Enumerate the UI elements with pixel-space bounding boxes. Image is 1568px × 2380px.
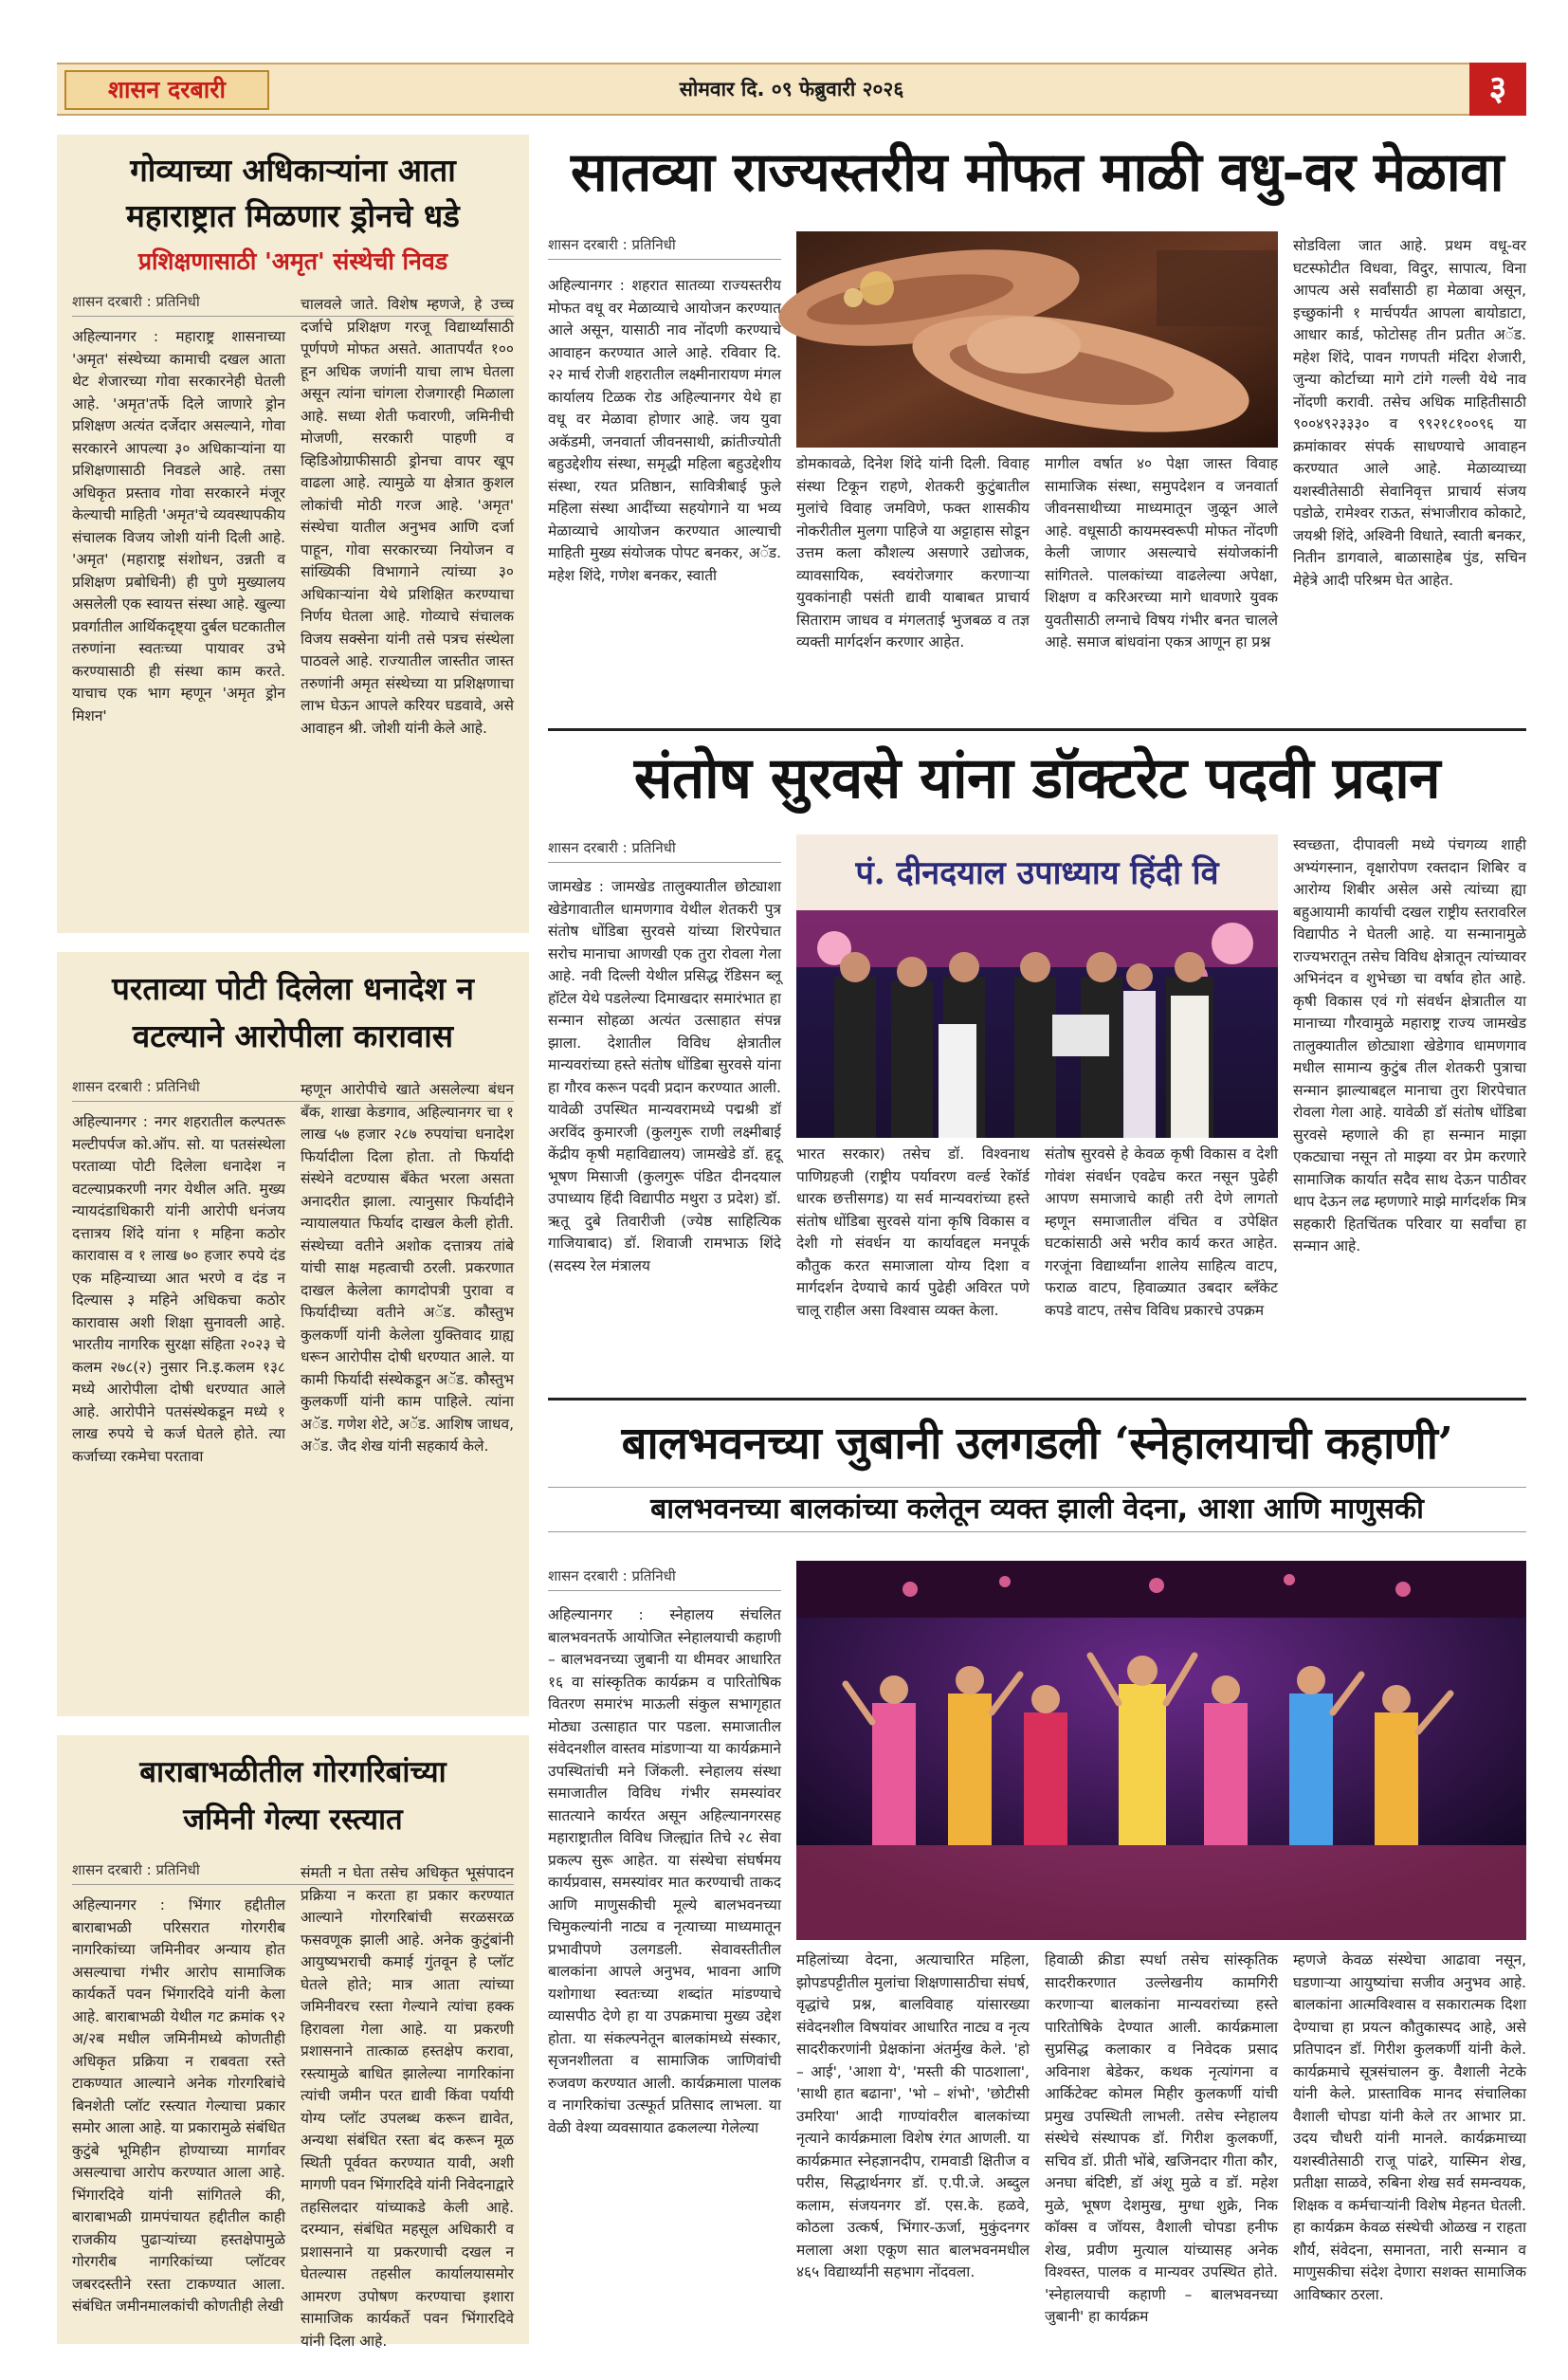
doctorate-article [548, 736, 1526, 1400]
wedding-article [548, 135, 1526, 723]
balbhavan-col4: म्हणजे केवळ संस्थेचा आढावा नसून, घडणाऱ्या आयुष्यांचा सजीव अनुभव आहे. बालकांना आत्मविश्वास व सकारात्मक दिशा देण्याचा हा प्रयत्न कौतुकास्पद आहे, असे प्रतिपादन डॉ. गिरीश कुलकर्णी यांनी केले. कार्यक्रमाचे सूत्रसंचालन कु. वैशाली नेटके यांनी केले. प्रास्ताविक मानद संचालिका वैशाली चोपडा यांनी केले तर आभार प्रा. उदय चौधरी यांनी मानले. कार्यक्रमाच्या यशस्वीतेसाठी राजू पांढरे, यास्मिन शेख, प्रतीक्षा साळवे, रुबिना शेख सर्व समन्वयक, शिक्षक व कर्मचाऱ्यांनी विशेष मेहनत घेतली. हा कार्यक्रम केवळ संस्थेची ओळख न राहता शौर्य, संवेदना, समानता, नारी सन्मान व माणुसकीचा संदेश देणारा सशक्त सामाजिक आविष्कार ठरला. [1293, 1951, 1526, 2303]
cheque-article [57, 952, 529, 1716]
drone-col2: चालवले जाते. विशेष म्हणजे, हे उच्च दर्जाचे प्रशिक्षण गरजू विद्यार्थ्यांसाठी पूर्णपणे मोफत असते. आतापर्यंत १०० हून अधिक जणांनी याचा लाभ घेतला असून त्यांना चांगला रोजगारही मिळाला आहे. सध्या शेती फवारणी, जमिनीची मोजणी, सरकारी पाहणी व व्हिडिओग्राफीसाठी ड्रोनचा वापर खूप वाढला आहे. त्यामुळे या क्षेत्रात कुशल लोकांची मोठी गरज आहे. 'अमृत' संस्थेचा यातील अनुभव आणि दर्जा पाहून, गोवा सरकारच्या नियोजन व सांख्यिकी विभागाने त्यांच्या ३० अधिकाऱ्यांना येथे प्रशिक्षित करण्याचा निर्णय घेतला आहे. गोव्याचे संचालक विजय सक्सेना यांनी तसे पत्रच संस्थेला पाठवले आहे. राज्यातील जास्तीत जास्त तरुणांनी अमृत संस्थेच्या या प्रशिक्षणाचा लाभ घेऊन आपले करियर घडवावे, असे आवाहन श्री. जोशी यांनी केले आहे. [301, 296, 514, 737]
doctorate-byline: शासन दरबारी : प्रतिनिधी [548, 838, 781, 863]
wedding-col1: अहिल्यानगर : शहरात सातव्या राज्यस्तरीय मोफत वधू वर मेळाव्याचे आयोजन करण्यात आले असून, यासाठी नाव नोंदणी करण्याचे आवाहन करण्यात आले आहे. रविवार दि. २२ मार्च रोजी शहरातील लक्ष्मीनारायण मंगल कार्यालय टिळक रोड अहिल्यानगर येथे हा वधू वर मेळावा होणार आहे. जय युवा अकॅडमी, जनवार्ता जीवनसाथी, क्रांतीज्योती बहुउद्देशीय संस्था, समृद्धी महिला बहुउद्देशीय संस्था, रयत प्रतिष्ठान, सावित्रीबाई फुले महिला संस्था आदींच्या सहयोगाने या भव्य मेळाव्याचे आयोजन करण्यात आल्याची माहिती मुख्य संयोजक पोपट बनकर, अॅड. महेश शिंदे, गणेश बनकर, स्वाती [548, 277, 781, 584]
award-ceremony-image [796, 834, 1278, 1138]
wedding-col4: सोडविला जात आहे. प्रथम वधू-वर घटस्फोटीत विधवा, विदुर, सापात्य, विना आपत्य असे सर्वांसाठी हा मेळावा असून, इच्छुकांनी १ मार्चपर्यंत आपला बायोडाटा, आधार कार्ड, फोटोसह तीन प्रतीत अॅड. महेश शिंदे, पावन गणपती मंदिरा शेजारी, जुन्या कोर्टाच्या मागे टांगे गल्ली येथे नाव नोंदणी करावी. तसेच अधिक माहितीसाठी ९००४९२३३३० व ९९२१८१००९६ या क्रमांकावर संपर्क साधण्याचे आवाहन करण्यात आले आहे. मेळाव्याच्या यशस्वीतेसाठी सेवानिवृत्त प्राचार्य संजय पडोळे, रामेश्वर राऊत, संभाजीराव कोकाटे, जयश्री शिंदे, अश्विनी विधाते, स्वाती बनकर, नितीन डागवाले, बाळासाहेब पुंड, सचिन मेहेत्रे आदी परिश्रम घेत आहेत. [1293, 237, 1526, 589]
land-byline: शासन दरबारी : प्रतिनिधी [72, 1860, 514, 1885]
cheque-title-line1: परताव्या पोटी दिलेला धनादेश न [112, 970, 474, 1007]
wedding-headline: सातव्या राज्यस्तरीय मोफत माळी वधु-वर मेळावा [570, 140, 1504, 204]
doctorate-headline: संतोष सुरवसे यांना डॉक्टरेट पदवी प्रदान [633, 745, 1441, 812]
balbhavan-col2: महिलांच्या वेदना, अत्याचारित महिला, झोपडपट्टीतील मुलांचा शिक्षणासाठीचा संघर्ष, वृद्धांचे प्रश्न, बालविवाह यांसारख्या संवेदनशील विषयांवर आधारित नाट्य व नृत्य सादरीकरणांनी प्रेक्षकांना अंतर्मुख केले. 'हो – आई', 'आशा ये', 'मस्ती की पाठशाला', 'साथी हात बढाना', 'भो – शंभो', 'छोटीसी उमरिया' आदी गाण्यांवरील बालकांच्या नृत्याने कार्यक्रमाला विशेष रंगत आणली. या कार्यक्रमात स्नेहज्ञानदीप, रामवाडी क्षितीज व परीस, सिद्धार्थनगर डॉ. ए.पी.जे. अब्दुल कलाम, संजयनगर डॉ. एस.के. हळवे, कोठला उत्कर्ष, भिंगार-ऊर्जा, मुकुंदनगर मलाला अशा एकूण सात बालभवनमधील ४६५ विद्यार्थ्यांनी सहभाग नोंदवला. [796, 1951, 1030, 2280]
cheque-col1: अहिल्यानगर : नगर शहरातील कल्पतरू मल्टीपर्पज को.ऑप. सो. या पतसंस्थेला परताव्या पोटी दिलेला धनादेश न वटल्याप्रकरणी नगर येथील अति. मुख्य न्यायदंडाधिकारी यांनी आरोपी धनंजय दत्तात्रय शिंदे यांना १ महिना कठोर कारावास व १ लाख ७० हजार रुपये दंड एक महिन्याच्या आत भरणे व दंड न दिल्यास ३ महिने अधिकचा कठोर कारावास अशी शिक्षा सुनावली आहे. भारतीय नागरिक सुरक्षा संहिता २०२३ चे कलम २७८(२) नुसार नि.इ.कलम १३८ मध्ये आरोपीला दोषी धरण्यात आले आहे. आरोपीने पतसंस्थेकडून मध्ये १ लाख रुपये चे कर्ज घेतले होते. त्या कर्जाच्या रकमेचा परतावा [72, 1113, 285, 1465]
balbhavan-photo [796, 1561, 1526, 1940]
balbhavan-subheadline: बालभवनच्या बालकांच्या कलेतून व्यक्त झाली वेदना, आशा आणि माणुसकी [548, 1487, 1526, 1532]
drone-subtitle: प्रशिक्षणासाठी 'अमृत' संस्थेची निवड [137, 247, 448, 275]
drone-col1: अहिल्यानगर : महाराष्ट्र शासनाच्या 'अमृत' संस्थेच्या कामाची दखल आता थेट शेजारच्या गोवा सरकारनेही घेतली आहे. 'अमृत'तर्फे दिले जाणारे ड्रोन प्रशिक्षण अत्यंत दर्जेदार असल्याने, गोवा सरकारने आपल्या ३० अधिकाऱ्यांना या प्रशिक्षणासाठी निवडले आहे. तसा अधिकृत प्रस्ताव गोवा सरकारने मंजूर केल्याची माहिती 'अमृत'चे व्यवस्थापकीय संचालक विजय जोशी यांनी दिली आहे. 'अमृत' (महाराष्ट्र संशोधन, उन्नती व प्रशिक्षण प्रबोधिनी) ही पुणे मुख्यालय असलेली एक स्वायत्त संस्था आहे. खुल्या प्रवर्गातील आर्थिकदृष्ट्या दुर्बल घटकातील तरुणांना स्वतःच्या पायावर उभे करण्यासाठी ही संस्था काम करते. याचाच एक भाग म्हणून 'अमृत ड्रोन मिशन' [72, 328, 285, 724]
balbhavan-headline: बालभवनच्या जुबानी उलगडली ‘स्नेहालयाची कहाणी’ [621, 1418, 1453, 1470]
doctorate-photo [796, 834, 1278, 1138]
masthead [57, 63, 1526, 116]
drone-title-line2: महाराष्ट्रात मिळणार ड्रोनचे धडे [126, 197, 460, 234]
cheque-byline: शासन दरबारी : प्रतिनिधी [72, 1077, 514, 1102]
wedding-hands-image [796, 231, 1278, 448]
drone-title-line1: गोव्याच्या अधिकाऱ्यांना आता [130, 152, 456, 189]
wedding-col2: डोमकावळे, दिनेश शिंदे यांनी दिली. विवाह संस्था टिकून राहणे, शेतकरी कुटुंबातील मुलांचे विवाह जमविणे, फक्त शासकीय नोकरीतील मुलगा पाहिजे या अट्टाहास सोडून उत्तम कला कौशल्य असणारे उद्योजक, व्यावसायिक, स्वयंरोजगार करणाऱ्या युवकांनाही पसंती द्यावी याबाबत प्राचार्य सिताराम जाधव व मंगलताई भुजबळ व तज्ञ व्यक्ती मार्गदर्शन करणार आहेत. [796, 455, 1030, 650]
doctorate-col4: स्वच्छता, दीपावली मध्ये पंचगव्य शाही अभ्यंगस्नान, वृक्षारोपण रक्तदान शिबिर व आरोग्य शिबीर असेल असे त्यांच्या ह्या बहुआयामी कार्याची दखल राष्ट्रीय स्तरावरिल विद्यापीठ ने घेतली आहे. या सन्मानामुळे राज्यभरातून तसेच विविध क्षेत्रातून त्यांच्यावर अभिनंदन व शुभेच्छा चा वर्षाव होत आहे. कृषी विकास एवं गो संवर्धन क्षेत्रातील या मानाच्या गौरवामुळे महाराष्ट्र राज्य जामखेड तालुक्यातील छोट्याशा खेडेगाव धामणगाव मधील सामान्य कुटुंब तील शेतकरी पुत्राचा सन्मान झाल्याबद्दल मानाचा तुरा शिरपेचात रोवला गेला आहे. यावेळी डॉ संतोष धोंडिबा सुरवसे म्हणाले की हा सन्मान माझा एकट्याचा नसून तो माझ्या वर प्रेम करणारे सामाजिक कार्यात सदैव साथ देऊन पाठीवर थाप देऊन लढ म्हणणारे माझे मार्गदर्शक मित्र सहकारी हितचिंतक परिवार या सर्वांचा हा सन्मान आहे. [1293, 836, 1526, 1254]
children-dance-image [796, 1561, 1526, 1940]
balbhavan-byline: शासन दरबारी : प्रतिनिधी [548, 1566, 781, 1591]
left-column [57, 135, 529, 2350]
land-col1: अहिल्यानगर : भिंगार हद्दीतील बाराबाभळी परिसरात गोरगरीब नागरिकांच्या जमिनीवर अन्याय होत असल्याचा गंभीर आरोप सामाजिक कार्यकर्ते पवन भिंगारदिवे यांनी केला आहे. बाराबाभळी येथील गट क्रमांक ९२ अ/२ब मधील जमिनीमध्ये कोणतीही अधिकृत प्रक्रिया न राबवता रस्ते टाकण्यात आल्याने अनेक गोरगरिबांचे बिनशेती प्लॉट रस्त्यात गेल्याचा प्रकार समोर आला आहे. या प्रकारामुळे संबंधित कुटुंबे भूमिहीन होण्याच्या मार्गावर असल्याचा आरोप करण्यात आला आहे. भिंगारदिवे यांनी सांगितले की, बाराबाभळी ग्रामपंचायत हद्दीतील काही राजकीय पुढाऱ्यांच्या हस्तक्षेपामुळे गोरगरीब नागरिकांच्या प्लॉटवर जबरदस्तीने रस्ता टाकण्यात आला. संबंधित जमीनमालकांची कोणतीही लेखी [72, 1896, 285, 2315]
section-divider [548, 1398, 1526, 1401]
land-title-line2: जमिनी गेल्या रस्त्यात [183, 1803, 403, 1837]
logo-text: शासन दरबारी [108, 76, 226, 103]
doctorate-col2: भारत सरकार) तसेच डॉ. विश्वनाथ पाणिग्रहजी (राष्ट्रीय पर्यावरण वर्ल्ड रेकॉर्ड धारक छत्तीसगड) या सर्व मान्यवरांच्या हस्ते संतोष धोंडिबा सुरवसे यांना कृषि विकास व देशी गो संवर्धन या कार्यावद्दल मनपूर्क कौतुक करत समाजाला योग्य दिशा व मार्गदर्शन देण्याचे कार्य पुढेही अविरत पणे चालू राहील असा विश्वास व्यक्त केला. [796, 1145, 1030, 1319]
section-divider [548, 728, 1526, 731]
balbhavan-article [548, 1407, 1526, 2346]
doctorate-col3: संतोष सुरवसे हे केवळ कृषी विकास व देशी गोवंश संवर्धन एवढेच करत नसून पुढेही आपण समाजाचे काही तरी देणे लागतो म्हणून समाजातील वंचित व उपेक्षित घटकांसाठी असे भरीव कार्य करत आहेत. गरजूंना विद्यार्थ्यांना शालेय साहित्य वाटप, फराळ वाटप, हिवाळ्यात उबदार ब्लँकेट कपडे वाटप, तसेच विविध प्रकारचे उपक्रम [1045, 1145, 1278, 1319]
wedding-col3: मागील वर्षात ४० पेक्षा जास्त विवाह सामाजिक संस्था, समुपदेशन व जनवार्ता जीवनसाथीच्या माध्यमातून जुळून आले आहे. वधूसाठी कायमस्वरूपी मोफत नोंदणी केली जाणार असल्याचे संयोजकांनी सांगितले. पालकांच्या वाढलेल्या अपेक्षा, शिक्षण व करिअरच्या मागे धावणारे युवक युवतीसाठी लग्नाचे विषय गंभीर बनत चालले आहे. समाज बांधवांना एकत्र आणून हा प्रश्न [1045, 455, 1278, 650]
drone-article [57, 135, 529, 933]
cheque-title-line2: वटल्याने आरोपीला कारावास [132, 1017, 454, 1054]
wedding-byline: शासन दरबारी : प्रतिनिधी [548, 235, 781, 260]
page-number: ३ [1469, 63, 1526, 116]
banner-text: पं. दीनदयाल उपाध्याय हिंदी वि [855, 854, 1219, 892]
doctorate-col1: जामखेड : जामखेड तालुक्यातील छोट्याशा खेडेगावातील धामणगाव येथील शेतकरी पुत्र संतोष धोंडिबा सुरवसे यांच्या शिरपेचात सरोच मानाचा आणखी एक तुरा रोवला गेला आहे. नवी दिल्ली येथील प्रसिद्ध रॅडिसन ब्लू हॉटेल येथे पडलेल्या दिमाखदार समारंभात हा सन्मान सोहळा अत्यंत उत्साहात संपन्न झाला. देशातील विविध क्षेत्रातील मान्यवरांच्या हस्ते संतोष धोंडिबा सुरवसे यांना हा गौरव करून पदवी प्रदान करण्यात आली. यावेळी उपस्थित मान्यवरामध्ये पद्मश्री डॉ अरविंद कुमारजी (कुलगुरू राणी लक्ष्मीबाई केंद्रीय कृषी महाविद्यालय) जामखेडे डॉ. हृदू भूषण मिसाजी (कुलगुरू पंडित दीनदयाल उपाध्याय हिंदी विद्यापीठ मथुरा उ प्रदेश) डॉ. ऋतू दुबे तिवारीजी (ज्येष्ठ साहित्यिक गाजियाबाद) डॉ. शिवाजी रामभाऊ शिंदे (सदस्य रेल मंत्रालय [548, 878, 781, 1274]
wedding-photo [796, 231, 1278, 448]
land-title-line1: बाराबाभळीतील गोरगरिबांच्या [139, 1755, 447, 1789]
land-article [57, 1735, 529, 2350]
balbhavan-col1: अहिल्यानगर : स्नेहालय संचलित बालभवनतर्फे आयोजित स्नेहालयाची कहाणी – बालभवनच्या जुबानी या थीमवर आधारित १६ वा सांस्कृतिक कार्यक्रम व पारितोषिक वितरण समारंभ माऊली संकुल सभागृहात मोठ्या उत्साहात पार पडला. समाजातील संवेदनशील वास्तव मांडणाऱ्या या कार्यक्रमाने उपस्थितांची मने जिंकली. स्नेहालय संस्था समाजातील विविध गंभीर समस्यांवर सातत्याने कार्यरत असून अहिल्यानगरसह महाराष्ट्रातील विविध जिल्ह्यांत तिचे २८ सेवा प्रकल्प सुरू आहेत. या संस्थेचा संघर्षमय कार्यप्रवास, समस्यांवर मात करण्याची ताकद आणि माणुसकीची मूल्ये बालभवनच्या चिमुकल्यांनी नाट्य व नृत्याच्या माध्यमातून प्रभावीपणे उलगडली. सेवावस्तीतील बालकांना आपले अनुभव, भावना आणि यशोगाथा स्वतःच्या शब्दांत मांडण्याचे व्यासपीठ देणे हा या उपक्रमाचा मुख्य उद्देश होता. या संकल्पनेतून बालकांमध्ये संस्कार, सृजनशीलता व सामाजिक जाणिवांची रुजवण करण्यात आली. कार्यक्रमाला पालक व नागरिकांचा उत्स्फूर्त प्रतिसाद लाभला. या वेळी वेश्या व्यवसायात ढकलल्या गेलेल्या [548, 1606, 781, 2136]
dateline: सोमवार दि. ०९ फेब्रुवारी २०२६ [679, 78, 904, 101]
land-col2: संमती न घेता तसेच अधिकृत भूसंपादन प्रक्रिया न करता हा प्रकार करण्यात आल्याने गोरगरिबांची सरळसरळ फसवणूक झाली आहे. अनेक कुटुंबांनी आयुष्यभराची कमाई गुंतवून हे प्लॉट घेतले होते; मात्र आता त्यांच्या जमिनीवरच रस्ता गेल्याने त्यांचा हक्क हिरावला गेला आहे. या प्रकरणी प्रशासनाने तात्काळ हस्तक्षेप करावा, रस्त्यामुळे बाधित झालेल्या नागरिकांना त्यांची जमीन परत द्यावी किंवा पर्यायी योग्य प्लॉट उपलब्ध करून द्यावेत, अन्यथा संबंधित रस्ता बंद करून मूळ स्थिती पूर्ववत करण्यात यावी, अशी मागणी पवन भिंगारदिवे यांनी निवेदनाद्वारे तहसिलदार यांच्याकडे केली आहे. दरम्यान, संबंधित महसूल अधिकारी व प्रशासनाने या प्रकरणाची दखल न घेतल्यास तहसील कार्यालयासमोर आमरण उपोषण करण्याचा इशारा सामाजिक कार्यकर्ते पवन भिंगारदिवे यांनी दिला आहे. [301, 1864, 514, 2350]
balbhavan-col3: हिवाळी क्रीडा स्पर्धा तसेच सांस्कृतिक सादरीकरणात उल्लेखनीय कामगिरी करणाऱ्या बालकांना मान्यवरांच्या हस्ते पारितोषिके देण्यात आली. कार्यक्रमाला सुप्रसिद्ध कलाकार व निवेदक प्रसाद अविनाश बेडेकर, कथक नृत्यांगना व आर्किटेक्ट कोमल मिहीर कुलकर्णी यांची प्रमुख उपस्थिती लाभली. तसेच स्नेहालय संस्थेचे संस्थापक डॉ. गिरीश कुलकर्णी, सचिव डॉ. प्रीती भोंबे, खजिनदार गीता कौर, अनघा बंदिष्टी, डॉ अंशू मुळे व डॉ. महेश मुळे, भूषण देशमुख, मुग्धा शुक्रे, निक कॉक्स व जॉयस, वैशाली चोपडा हनीफ शेख, प्रवीण मुत्याल यांच्यासह अनेक विश्वस्त, पालक व मान्यवर उपस्थित होते. 'स्नेहालयाची कहाणी – बालभवनच्या जुबानी' हा कार्यक्रम [1045, 1951, 1278, 2325]
drone-byline: शासन दरबारी : प्रतिनिधी [72, 292, 514, 317]
cheque-col2: म्हणून आरोपीचे खाते असलेल्या बंधन बँक, शाखा केडगाव, अहिल्यानगर चा १ लाख ५७ हजार २८७ रुपयांचा धनादेश फिर्यादीला दिला होता. तो फिर्यादी संस्थेने वटण्यास बँकेत भरला असता अनादरीत झाला. त्यानुसार फिर्यादीने न्यायालयात फिर्याद दाखल केली होती. संस्थेच्या वतीने अशोक दत्तात्रय तांबे यांची साक्ष महत्वाची ठरली. प्रकरणात दाखल केलेला कागदोपत्री पुरावा व फिर्यादीच्या वतीने अॅड. कौस्तुभ कुलकर्णी यांनी केलेला युक्तिवाद ग्राह्य धरून आरोपीस दोषी धरण्यात आले. या कामी फिर्यादी संस्थेकडून अॅड. कौस्तुभ कुलकर्णी यांनी काम पाहिले. त्यांना अॅड. गणेश शेटे, अॅड. आशिष जाधव, अॅड. जैद शेख यांनी सहकार्य केले. [301, 1081, 514, 1455]
